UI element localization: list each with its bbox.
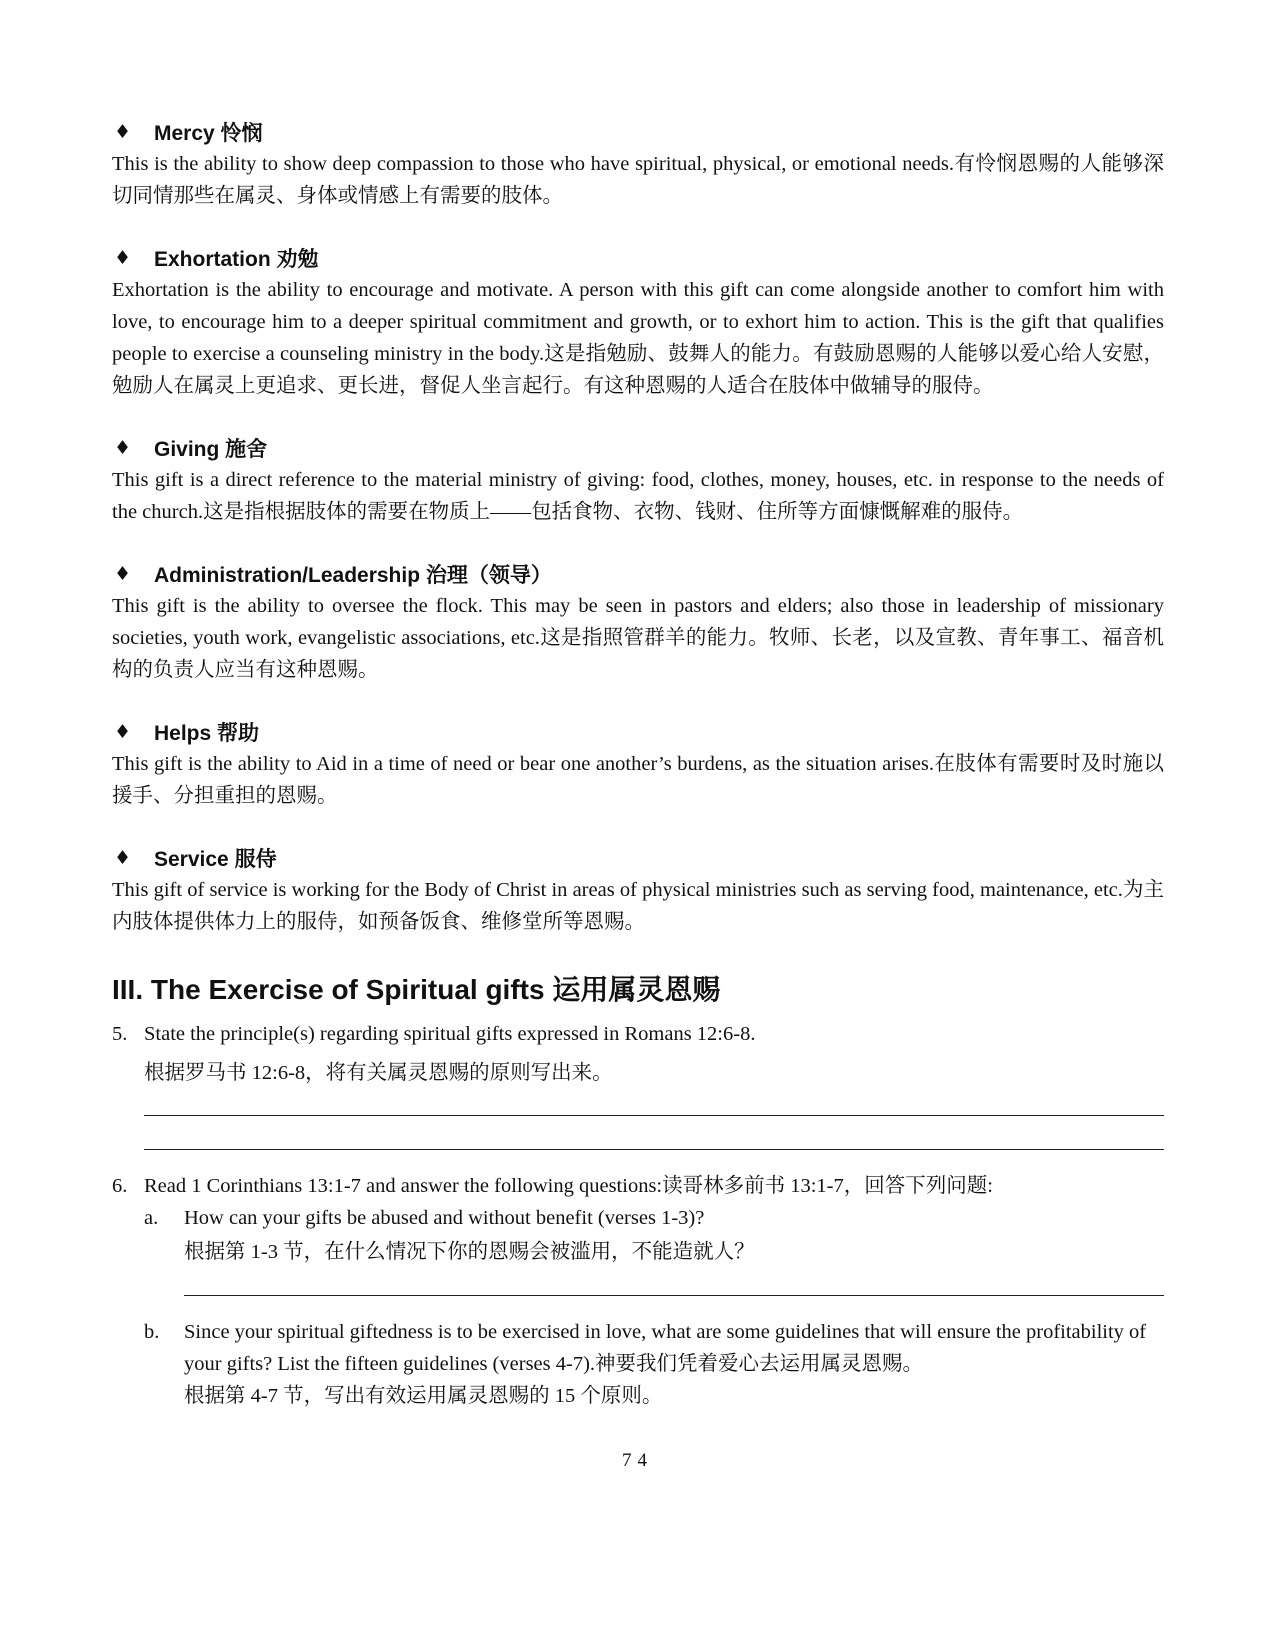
sub-question-letter: b. (144, 1321, 160, 1343)
gift-administration (112, 558, 1164, 686)
gift-description: This gift is the ability to oversee the flock. This may be seen in pastors and elders; also those in leadership of missionary societies, youth work, evangelistic associations, etc.这是指照管群羊的能力。牧师、长老，以及宣教、青年事工、福音机构的负责人应当有这种恩赐。 (112, 595, 1164, 681)
gift-description: This is the ability to show deep compassion to those who have spiritual, physical, or emotional needs.有怜悯恩赐的人能够深切同情那些在属灵、身体或情感上有需要的肢体。 (112, 153, 1164, 207)
question-5 (112, 1018, 1164, 1150)
gift-helps (112, 716, 1164, 812)
sub-question-letter: a. (144, 1207, 159, 1229)
question-number: 5. (112, 1023, 128, 1045)
question-number: 6. (112, 1175, 128, 1197)
gift-giving (112, 432, 1164, 528)
sub-question-text-cn: 根据第 4-7 节，写出有效运用属灵恩赐的 15 个原则。 (184, 1385, 663, 1407)
sub-question-text-cn: 根据第 1-3 节，在什么情况下你的恩赐会被滥用，不能造就人？ (184, 1241, 755, 1263)
answer-line[interactable] (184, 1294, 1164, 1296)
gift-title: Administration/Leadership 治理（领导） (154, 564, 552, 587)
answer-line[interactable] (144, 1148, 1164, 1150)
sub-question-b (144, 1316, 1164, 1412)
diamond-bullet-icon: ♦ (114, 563, 132, 585)
diamond-bullet-icon: ♦ (114, 721, 132, 743)
gift-exhortation (112, 242, 1164, 402)
question-text: Read 1 Corinthians 13:1-7 and answer the following questions:读哥林多前书 13:1-7，回答下列问题: (144, 1175, 993, 1197)
sub-question-text: How can your gifts be abused and without benefit (verses 1-3)? (184, 1207, 705, 1229)
gift-title: Mercy 怜悯 (154, 122, 263, 145)
gift-title: Service 服侍 (154, 848, 277, 871)
gift-mercy (112, 116, 1164, 212)
gift-title: Exhortation 劝勉 (154, 248, 319, 271)
gift-description: This gift of service is working for the Body of Christ in areas of physical ministries such as serving food, maintenance, etc.为主内肢体提供体力上的服侍，如预备饭食、维修堂所等恩赐。 (112, 879, 1164, 933)
page-number: 74 (622, 1450, 653, 1471)
document-page (112, 116, 1164, 1412)
gift-description: This gift is a direct reference to the material ministry of giving: food, clothes, money, houses, etc. in response to the needs of the church.这是指根据肢体的需要在物质上——包括食物、衣物、钱财、住所等方面慷慨解难的服侍。 (112, 469, 1164, 523)
gift-service (112, 842, 1164, 938)
diamond-bullet-icon: ♦ (114, 847, 132, 869)
section-heading: III. The Exercise of Spiritual gifts 运用属灵恩赐 (112, 974, 721, 1005)
sub-question-a (144, 1202, 1164, 1268)
question-6 (112, 1170, 1164, 1412)
question-text-cn: 根据罗马书 12:6-8，将有关属灵恩赐的原则写出来。 (144, 1062, 613, 1084)
gift-description: This gift is the ability to Aid in a time of need or bear one another’s burdens, as the situation arises.在肢体有需要时及时施以援手、分担重担的恩赐。 (112, 753, 1164, 807)
gift-description: Exhortation is the ability to encourage and motivate. A person with this gift can come alongside another to comfort him with love, to encourage him to a deeper spiritual commitment and growth, or to exhort him to action. This is the gift that qualifies people to exercise a counseling ministry in the body.这是指勉励、鼓舞人的能力。有鼓励恩赐的人能够以爱心给人安慰，勉励人在属灵上更追求、更长进，督促人坐言起行。有这种恩赐的人适合在肢体中做辅导的服侍。 (112, 279, 1164, 397)
diamond-bullet-icon: ♦ (114, 121, 132, 143)
gift-title: Giving 施舍 (154, 438, 268, 461)
answer-line[interactable] (144, 1114, 1164, 1116)
diamond-bullet-icon: ♦ (114, 437, 132, 459)
sub-question-text: Since your spiritual giftedness is to be exercised in love, what are some guidelines that will ensure the profitability of your gifts? List the fifteen guidelines (verses 4-7).神要我们凭着爱心去运用属灵恩赐。 (184, 1321, 1147, 1375)
gift-title: Helps 帮助 (154, 722, 260, 745)
question-text: State the principle(s) regarding spiritual gifts expressed in Romans 12:6-8. (144, 1023, 756, 1045)
diamond-bullet-icon: ♦ (114, 247, 132, 269)
